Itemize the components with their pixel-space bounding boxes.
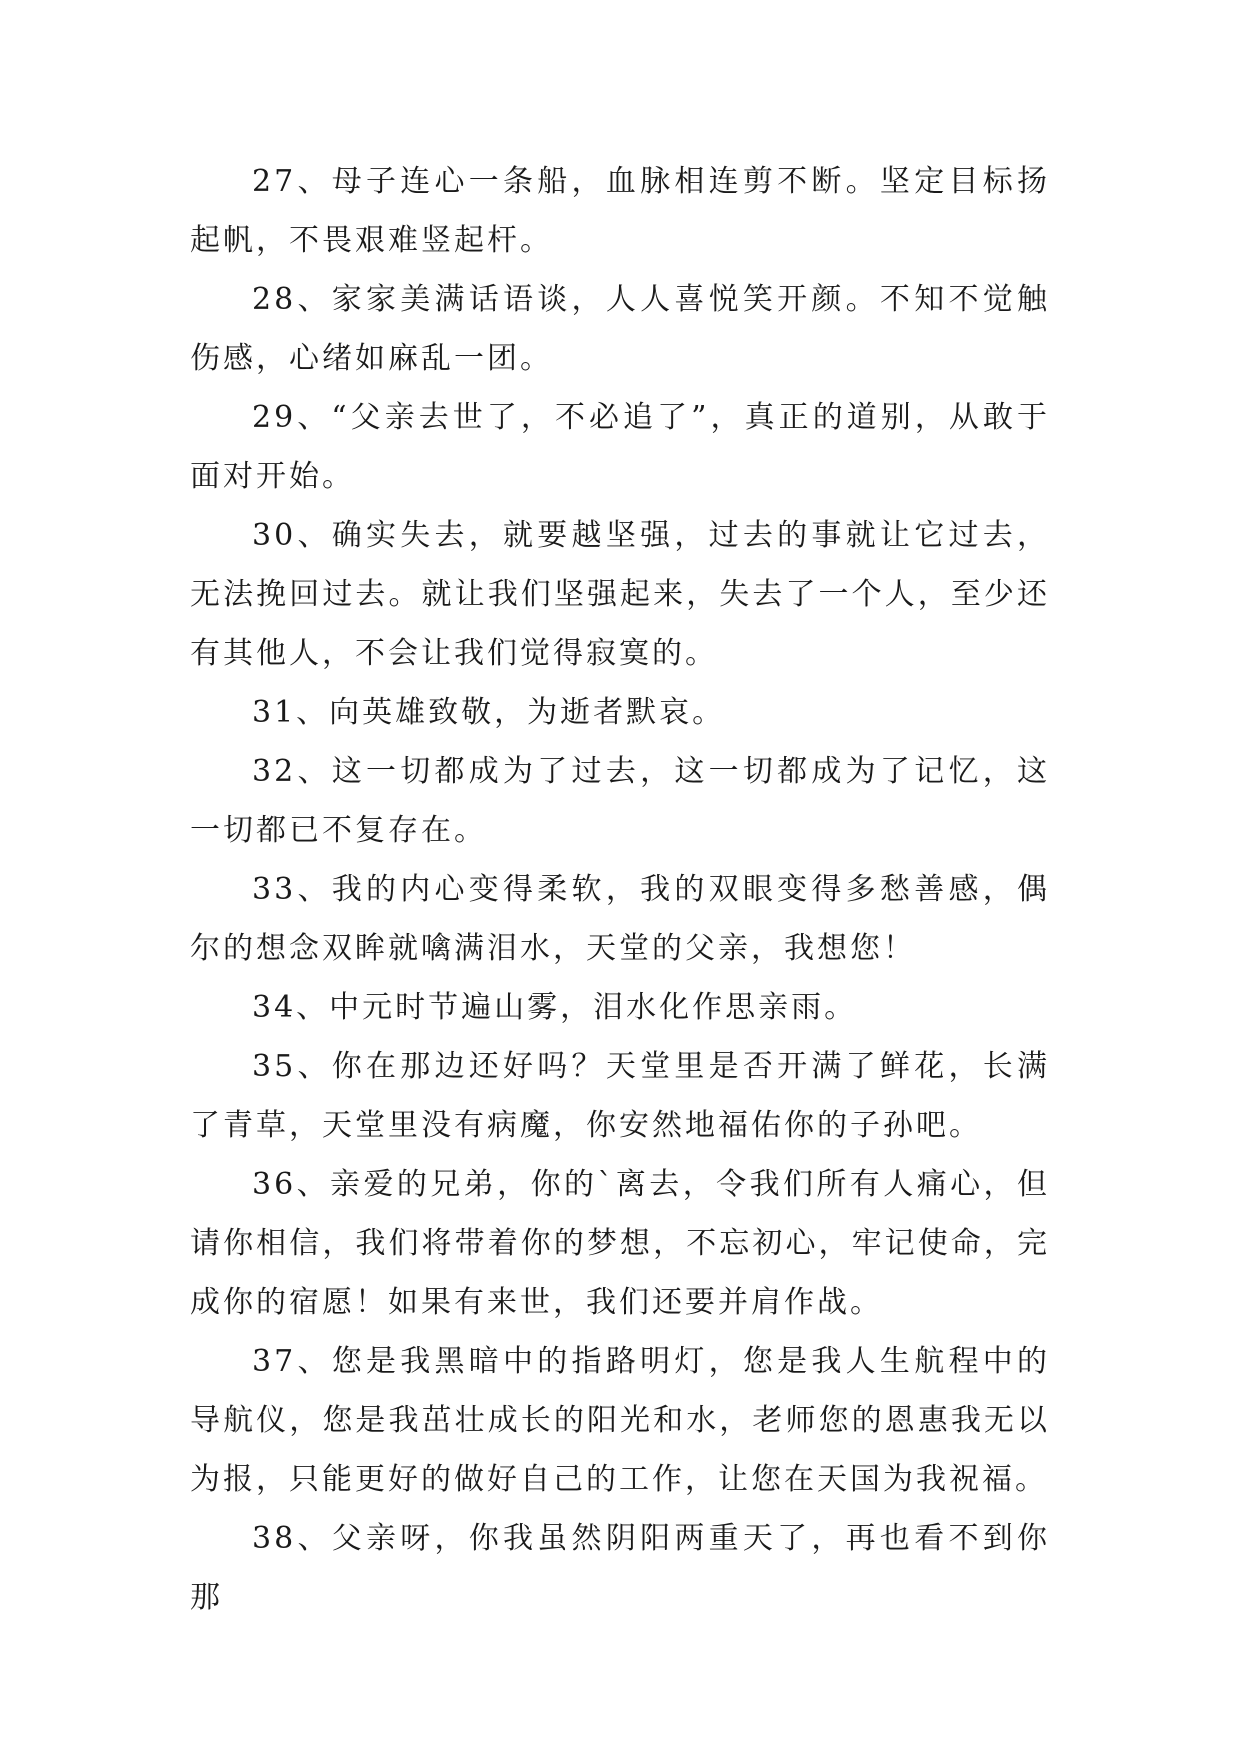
paragraph-33: 33、我的内心变得柔软，我的双眼变得多愁善感，偶尔的想念双眸就噙满泪水，天堂的父亲，我想您！ — [190, 872, 1050, 966]
document-body — [190, 152, 1050, 1627]
paragraph-31: 31、向英雄致敬，为逝者默哀。 — [252, 695, 726, 730]
paragraph-29: 29、“父亲去世了，不必追了”，真正的道别，从敢于面对开始。 — [190, 400, 1050, 494]
paragraph-35: 35、你在那边还好吗？天堂里是否开满了鲜花，长满了青草，天堂里没有病魔，你安然地福佑你的子孙吧。 — [190, 1049, 1050, 1143]
paragraph-34: 34、中元时节遍山雾，泪水化作思亲雨。 — [252, 990, 858, 1025]
paragraph-27: 27、母子连心一条船，血脉相连剪不断。坚定目标扬起帆，不畏艰难竖起杆。 — [190, 164, 1050, 258]
paragraph-28: 28、家家美满话语谈，人人喜悦笑开颜。不知不觉触伤感，心绪如麻乱一团。 — [190, 282, 1050, 376]
paragraph-38: 38、父亲呀，你我虽然阴阳两重天了，再也看不到你那 — [190, 1521, 1050, 1615]
paragraph-30: 30、确实失去，就要越坚强，过去的事就让它过去，无法挽回过去。就让我们坚强起来，失去了一个人，至少还有其他人，不会让我们觉得寂寞的。 — [190, 518, 1050, 671]
paragraph-32: 32、这一切都成为了过去，这一切都成为了记忆，这一切都已不复存在。 — [190, 754, 1050, 848]
paragraph-37: 37、您是我黑暗中的指路明灯，您是我人生航程中的导航仪，您是我茁壮成长的阳光和水，老师您的恩惠我无以为报，只能更好的做好自己的工作，让您在天国为我祝福。 — [190, 1344, 1050, 1497]
paragraph-36: 36、亲爱的兄弟，你的`离去，令我们所有人痛心，但请你相信，我们将带着你的梦想，不忘初心，牢记使命，完成你的宿愿！如果有来世，我们还要并肩作战。 — [190, 1167, 1050, 1320]
